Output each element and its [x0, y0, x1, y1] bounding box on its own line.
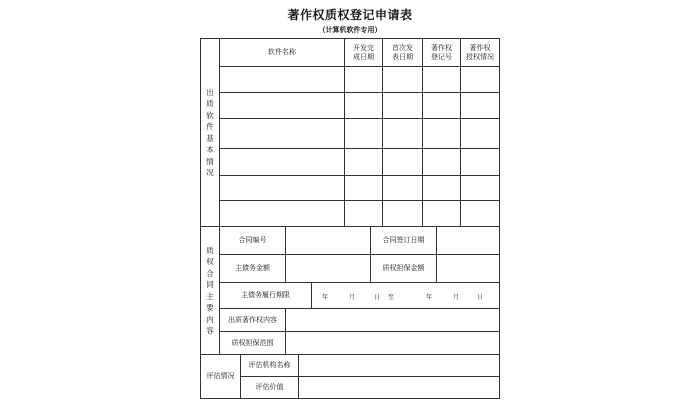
software-row-cell[interactable] [219, 200, 344, 226]
label-eval-org: 评估机构名称 [240, 354, 298, 376]
label-sign-date: 合同签订日期 [370, 226, 436, 254]
section-label-contract: 质 权 合 同 主 要 内 容 [200, 226, 219, 354]
software-row-cell[interactable] [422, 148, 460, 175]
label-debt-term: 主债务履行期限 [219, 282, 311, 308]
header-reg-no: 著作权 登记号 [422, 38, 460, 66]
section-label-software: 出 质 软 件 基 本 情 况 [200, 38, 219, 226]
section-label-eval: 评估情况 [200, 354, 240, 399]
field-sign-date[interactable] [436, 226, 500, 254]
term-to: 至 [388, 294, 395, 301]
software-row-cell[interactable] [344, 66, 382, 92]
software-row-cell[interactable] [460, 175, 500, 200]
field-pledge-scope[interactable] [285, 331, 500, 354]
label-main-debt: 主债务金额 [219, 254, 285, 282]
term-day-2: 日 [477, 294, 484, 301]
software-row-cell[interactable] [344, 175, 382, 200]
software-row-cell[interactable] [344, 148, 382, 175]
header-software-name: 软件名称 [219, 38, 344, 66]
field-main-debt[interactable] [285, 254, 370, 282]
label-pledge-amount: 质权担保金额 [370, 254, 436, 282]
term-year-1: 年 [322, 294, 329, 301]
software-row-cell[interactable] [382, 200, 422, 226]
field-pledged-content[interactable] [285, 308, 500, 331]
software-row-cell[interactable] [382, 148, 422, 175]
software-row-cell[interactable] [460, 66, 500, 92]
software-row-cell[interactable] [382, 66, 422, 92]
label-pledged-content: 出质著作权内容 [219, 308, 285, 331]
software-row-cell[interactable] [344, 92, 382, 118]
field-debt-term[interactable] [311, 282, 500, 308]
software-row-cell[interactable] [219, 66, 344, 92]
field-eval-org[interactable] [298, 354, 500, 376]
software-row-cell[interactable] [219, 148, 344, 175]
software-row-cell[interactable] [344, 200, 382, 226]
label-eval-value: 评估价值 [240, 376, 298, 399]
software-row-cell[interactable] [219, 118, 344, 148]
software-row-cell[interactable] [344, 118, 382, 148]
software-row-cell[interactable] [382, 92, 422, 118]
header-pub-date: 首次发 表日期 [382, 38, 422, 66]
software-row-cell[interactable] [460, 118, 500, 148]
header-license: 著作权 授权情况 [460, 38, 500, 66]
term-year-2: 年 [426, 294, 433, 301]
software-row-cell[interactable] [460, 200, 500, 226]
software-row-cell[interactable] [422, 118, 460, 148]
software-row-cell[interactable] [422, 200, 460, 226]
term-month-1: 月 [349, 294, 356, 301]
field-contract-no[interactable] [285, 226, 370, 254]
form-title: 著作权质权登记申请表 [287, 8, 413, 22]
form-subtitle: （计算机软件专用） [318, 26, 382, 34]
header-dev-date: 开发完 成日期 [344, 38, 382, 66]
term-month-2: 月 [453, 294, 460, 301]
label-pledge-scope: 质权担保范围 [219, 331, 285, 354]
software-row-cell[interactable] [460, 148, 500, 175]
term-day-1: 日 [374, 294, 381, 301]
software-row-cell[interactable] [422, 92, 460, 118]
software-row-cell[interactable] [422, 175, 460, 200]
label-contract-no: 合同编号 [219, 226, 285, 254]
field-pledge-amount[interactable] [436, 254, 500, 282]
software-row-cell[interactable] [219, 92, 344, 118]
software-row-cell[interactable] [460, 92, 500, 118]
software-row-cell[interactable] [382, 118, 422, 148]
software-row-cell[interactable] [382, 175, 422, 200]
software-row-cell[interactable] [422, 66, 460, 92]
software-row-cell[interactable] [219, 175, 344, 200]
field-eval-value[interactable] [298, 376, 500, 399]
